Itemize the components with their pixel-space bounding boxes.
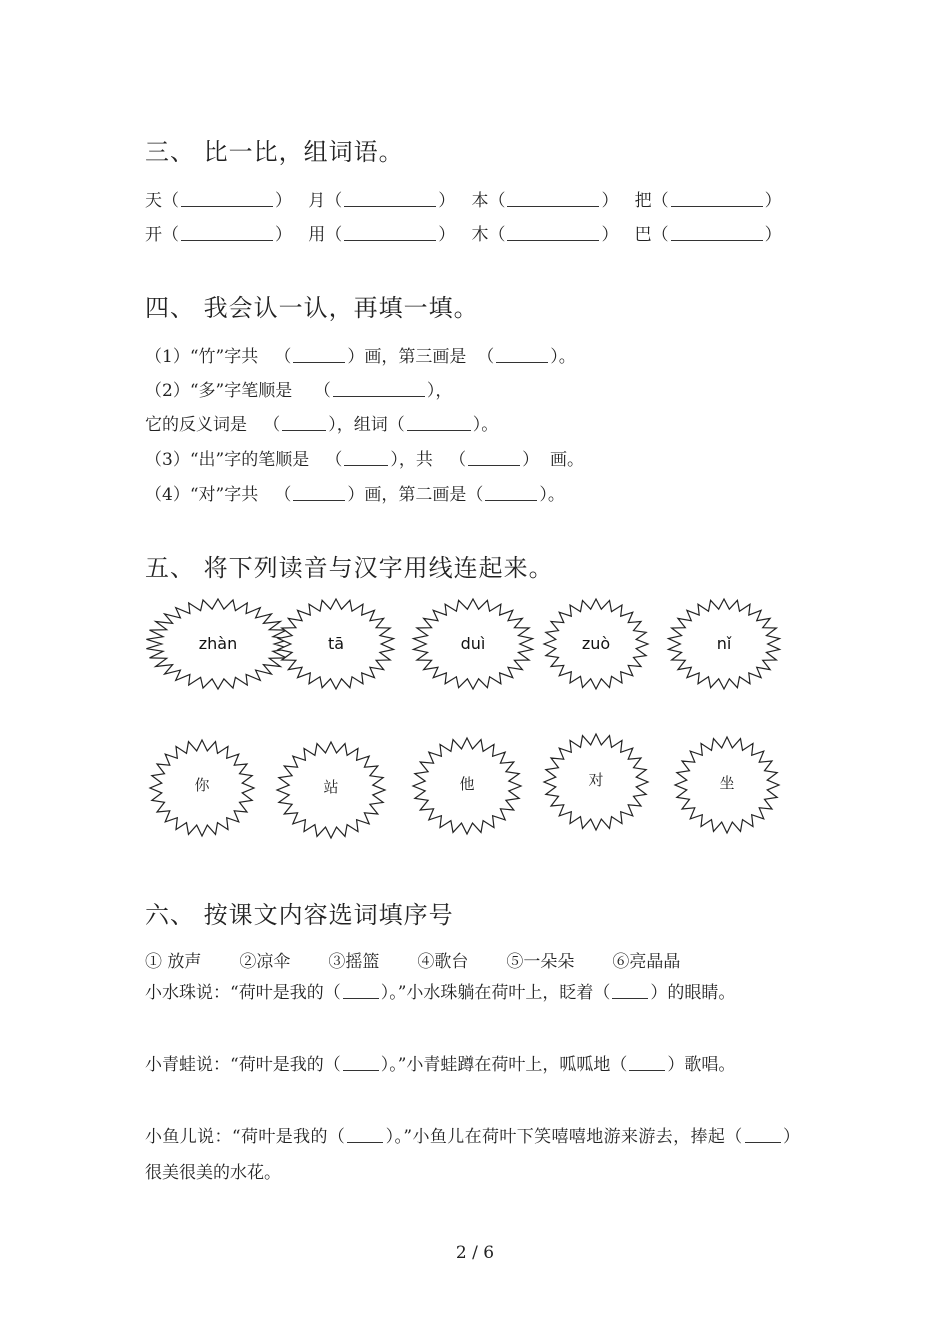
char-mu: 木 bbox=[471, 225, 489, 245]
blank[interactable] bbox=[344, 226, 436, 241]
blank[interactable] bbox=[671, 192, 763, 207]
q4-text-a: （4）“对”字共 bbox=[145, 485, 259, 505]
section4-q2b: 它的反义词是 （ ），组词（ ）。 bbox=[145, 415, 499, 435]
p3-text-a: 小鱼儿说：“荷叶是我的 bbox=[145, 1127, 328, 1147]
q4-text-b: 画，第二画是 bbox=[364, 485, 467, 505]
q2b-text-c: 。 bbox=[481, 415, 499, 435]
q3-text-a: （3）“出”字的笔顺是 bbox=[145, 450, 310, 470]
p2-text-b: 。”小青蛙蹲在荷叶上，呱呱地 bbox=[389, 1055, 611, 1075]
q2-text-b: ， bbox=[435, 381, 453, 401]
section3-row2: 开（ ） 用（ ） 木（ ） 巴（ ） bbox=[145, 225, 782, 245]
p3-text-b: 。”小鱼儿在荷叶下笑嘻嘻地游来游去，捧起 bbox=[394, 1127, 726, 1147]
blank[interactable] bbox=[344, 192, 436, 207]
section6-paragraph-3: 小鱼儿说：“荷叶是我的（ ）。”小鱼儿在荷叶下笑嘻嘻地游来游去，捧起（ ）很美很美的水花。 bbox=[145, 1127, 801, 1183]
pinyin-ta[interactable]: tā bbox=[327, 634, 345, 653]
section4-q4: （4）“对”字共 （ ）画，第二画是（ ）。 bbox=[145, 485, 565, 505]
section6-paragraph-2: 小青蛙说：“荷叶是我的（ ）。”小青蛙蹲在荷叶上，呱呱地（ ）歌唱。 bbox=[145, 1055, 736, 1075]
section3-row1: 天（ ） 月（ ） 本（ ） 把（ ） bbox=[145, 191, 782, 211]
char-yue: 月 bbox=[308, 191, 326, 211]
p1-text-b: 。”小水珠躺在荷叶上，眨着 bbox=[389, 983, 594, 1003]
blank[interactable] bbox=[282, 416, 326, 431]
q4-text-c: 。 bbox=[547, 485, 565, 505]
char-tian: 天 bbox=[145, 191, 162, 211]
option-1: ① 放声 bbox=[145, 952, 202, 972]
q2b-text-b: ，组词 bbox=[336, 415, 388, 435]
q1-text-b: 画，第三画是 bbox=[364, 347, 467, 367]
blank[interactable] bbox=[343, 984, 379, 999]
blank[interactable] bbox=[485, 486, 537, 501]
char-kai: 开 bbox=[145, 225, 162, 245]
q3-text-c: 画。 bbox=[549, 450, 584, 470]
option-5: ⑤一朵朵 bbox=[506, 952, 575, 972]
section4-q1: （1）“竹”字共 （ ）画，第三画是 （ ）。 bbox=[145, 347, 576, 367]
hanzi-zhan[interactable]: 站 bbox=[323, 778, 339, 796]
option-4: ④歌台 bbox=[417, 952, 469, 972]
blank[interactable] bbox=[181, 192, 273, 207]
hanzi-ta[interactable]: 他 bbox=[459, 775, 475, 793]
section3-title: 三、 比一比，组词语。 bbox=[145, 138, 404, 166]
blank[interactable] bbox=[344, 451, 388, 466]
pinyin-dui[interactable]: duì bbox=[460, 634, 486, 653]
section6-title: 六、 按课文内容选词填序号 bbox=[145, 901, 454, 929]
page-number: 2 / 6 bbox=[455, 1243, 495, 1263]
section6-paragraph-1: 小水珠说：“荷叶是我的（ ）。”小水珠躺在荷叶上，眨着（ ）的眼睛。 bbox=[145, 983, 736, 1003]
blank[interactable] bbox=[507, 226, 599, 241]
blank[interactable] bbox=[671, 226, 763, 241]
option-3: ③摇篮 bbox=[328, 952, 380, 972]
section6-options bbox=[145, 947, 718, 972]
blank[interactable] bbox=[496, 348, 548, 363]
hanzi-ni[interactable]: 你 bbox=[194, 776, 210, 794]
hanzi-dui[interactable]: 对 bbox=[588, 771, 604, 789]
char-yong: 用 bbox=[308, 225, 326, 245]
blank[interactable] bbox=[293, 486, 345, 501]
blank[interactable] bbox=[612, 984, 648, 999]
char-ben: 本 bbox=[471, 191, 489, 211]
blank[interactable] bbox=[343, 1056, 379, 1071]
p1-text-a: 小水珠说：“荷叶是我的 bbox=[145, 983, 324, 1003]
q3-text-b: ，共 bbox=[398, 450, 433, 470]
section4-title: 四、 我会认一认，再填一填。 bbox=[145, 294, 479, 322]
option-6: ⑥亮晶晶 bbox=[612, 952, 681, 972]
matching-area bbox=[0, 590, 950, 850]
hanzi-zuo[interactable]: 坐 bbox=[719, 774, 735, 792]
char-ba: 把 bbox=[634, 191, 652, 211]
blank[interactable] bbox=[507, 192, 599, 207]
q2b-text-a: 它的反义词是 bbox=[145, 415, 247, 435]
p2-text-c: 歌唱。 bbox=[684, 1055, 736, 1075]
q1-text-c: 。 bbox=[558, 347, 576, 367]
blank[interactable] bbox=[468, 451, 520, 466]
pinyin-zhan[interactable]: zhàn bbox=[198, 634, 238, 653]
q1-text-a: （1）“竹”字共 bbox=[145, 347, 259, 367]
p1-text-c: 的眼睛。 bbox=[667, 983, 736, 1003]
section4-q2: （2）“多”字笔顺是 （ ）， bbox=[145, 381, 453, 401]
pinyin-ni[interactable]: nǐ bbox=[716, 634, 732, 653]
blank[interactable] bbox=[629, 1056, 665, 1071]
blank[interactable] bbox=[333, 382, 425, 397]
blank[interactable] bbox=[407, 416, 471, 431]
q2-text-a: （2）“多”字笔顺是 bbox=[145, 381, 293, 401]
section5-title: 五、 将下列读音与汉字用线连起来。 bbox=[145, 554, 554, 582]
blank[interactable] bbox=[745, 1128, 781, 1143]
section4-q3: （3）“出”字的笔顺是 （ ），共 （ ） 画。 bbox=[145, 450, 584, 470]
option-2: ②凉伞 bbox=[239, 952, 291, 972]
char-ba2: 巴 bbox=[634, 225, 652, 245]
blank[interactable] bbox=[347, 1128, 383, 1143]
p3-text-c: 很美很美的水花。 bbox=[145, 1163, 281, 1183]
blank[interactable] bbox=[293, 348, 345, 363]
blank[interactable] bbox=[181, 226, 273, 241]
pinyin-zuo[interactable]: zuò bbox=[581, 634, 611, 653]
p2-text-a: 小青蛙说：“荷叶是我的 bbox=[145, 1055, 324, 1075]
